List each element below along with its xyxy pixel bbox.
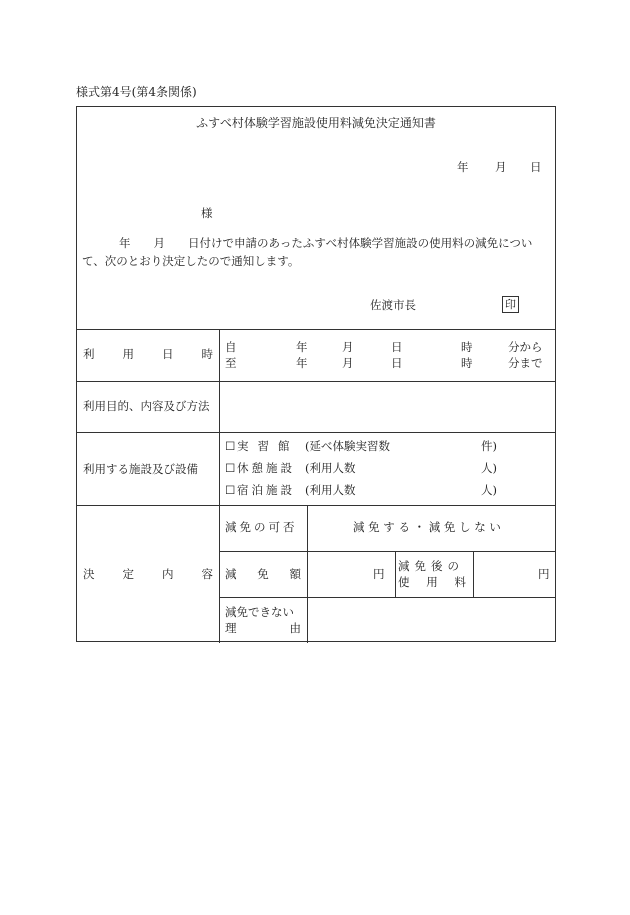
decision-label bbox=[83, 569, 213, 581]
facility-detail: (利用人数 bbox=[305, 461, 356, 475]
usage-date-char: 利 bbox=[83, 347, 95, 361]
from-month: 月 bbox=[342, 340, 354, 354]
notice-form bbox=[76, 106, 556, 642]
divider bbox=[307, 505, 308, 643]
divider bbox=[219, 329, 220, 643]
facility-name: 実習館 bbox=[237, 439, 299, 453]
approval-options: 減 免 す る ・ 減 免 し な い bbox=[353, 520, 501, 534]
divider bbox=[77, 432, 555, 433]
after-fee-label-line2 bbox=[398, 577, 466, 589]
divider bbox=[395, 551, 396, 597]
date-day: 日 bbox=[530, 160, 542, 174]
issuer-name: 佐渡市長 bbox=[370, 298, 416, 312]
to-hour: 時 bbox=[461, 356, 473, 370]
facility-name: 休憩施設 bbox=[237, 461, 295, 475]
amount-unit: 円 bbox=[373, 567, 385, 581]
decision-char: 定 bbox=[122, 567, 134, 581]
amount-label bbox=[225, 569, 301, 581]
divider bbox=[77, 329, 555, 330]
after-fee-unit: 円 bbox=[538, 567, 550, 581]
date-year: 年 bbox=[457, 160, 469, 174]
facility-unit: 人) bbox=[481, 483, 497, 497]
facilities-label: 利用する施設及び設備 bbox=[83, 462, 198, 476]
after-fee-char: 用 bbox=[426, 575, 438, 589]
divider bbox=[473, 551, 474, 597]
to-year: 年 bbox=[296, 356, 308, 370]
facility-detail: (利用人数 bbox=[305, 483, 356, 497]
facility-unit: 件) bbox=[481, 439, 497, 453]
to-minute: 分まで bbox=[508, 356, 543, 370]
from-hour: 時 bbox=[461, 340, 473, 354]
facility-unit: 人) bbox=[481, 461, 497, 475]
purpose-label: 利用目的、内容及び方法 bbox=[83, 399, 210, 413]
facility-name: 宿泊施設 bbox=[237, 483, 295, 497]
divider bbox=[219, 597, 555, 598]
after-fee-label-line1: 減免後の bbox=[398, 559, 464, 573]
amount-label-char: 免 bbox=[257, 567, 269, 581]
after-fee-char: 料 bbox=[454, 575, 466, 589]
reason-label-line2 bbox=[225, 623, 301, 635]
reason-char: 由 bbox=[289, 621, 301, 635]
checkbox-icon[interactable]: ☐ bbox=[225, 483, 236, 497]
facility-detail: (延べ体験実習数 bbox=[305, 439, 390, 453]
divider bbox=[77, 381, 555, 382]
amount-label-char: 額 bbox=[289, 567, 301, 581]
amount-label-char: 減 bbox=[225, 567, 237, 581]
to-month: 月 bbox=[342, 356, 354, 370]
to-prefix: 至 bbox=[225, 356, 237, 370]
body-text-line1: 年 月 日付けで申請のあったふすべ村体験学習施設の使用料の減免につい bbox=[119, 236, 533, 250]
from-year: 年 bbox=[296, 340, 308, 354]
usage-date-label bbox=[83, 349, 213, 361]
divider bbox=[219, 551, 555, 552]
decision-char: 容 bbox=[201, 567, 213, 581]
to-day: 日 bbox=[391, 356, 403, 370]
date-month: 月 bbox=[495, 160, 507, 174]
usage-date-char: 時 bbox=[201, 347, 213, 361]
addressee-suffix: 様 bbox=[201, 206, 213, 220]
from-prefix: 自 bbox=[225, 340, 237, 354]
form-number-label: 様式第4号(第4条関係) bbox=[76, 85, 197, 99]
usage-date-char: 日 bbox=[162, 347, 174, 361]
decision-char: 決 bbox=[83, 567, 95, 581]
checkbox-icon[interactable]: ☐ bbox=[225, 439, 236, 453]
from-day: 日 bbox=[391, 340, 403, 354]
usage-date-char: 用 bbox=[122, 347, 134, 361]
seal-mark: 印 bbox=[502, 296, 519, 313]
from-minute: 分から bbox=[508, 340, 543, 354]
after-fee-char: 使 bbox=[398, 575, 410, 589]
reason-char: 理 bbox=[225, 621, 237, 635]
approval-label: 減免の可否 bbox=[225, 520, 298, 534]
divider bbox=[77, 505, 555, 506]
reason-label-line1: 減免できない bbox=[225, 605, 294, 619]
checkbox-icon[interactable]: ☐ bbox=[225, 461, 236, 475]
decision-char: 内 bbox=[162, 567, 174, 581]
document-title: ふすべ村体験学習施設使用料減免決定通知書 bbox=[196, 116, 436, 130]
body-text-line2: て、次のとおり決定したので通知します。 bbox=[82, 254, 300, 268]
